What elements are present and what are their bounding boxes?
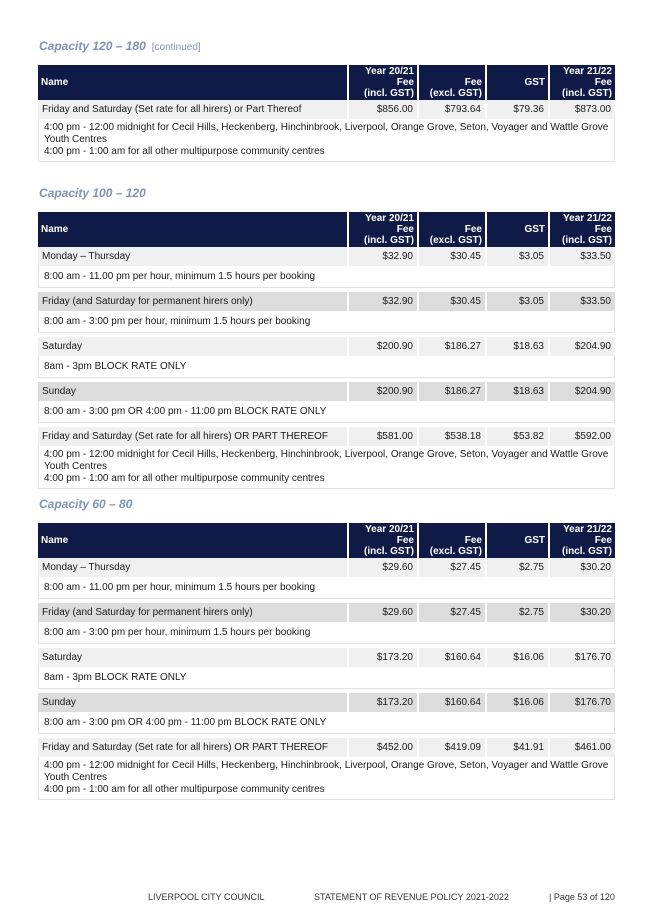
note-line: 4:00 pm - 1:00 am for all other multipurpose community centres (44, 473, 325, 484)
note-row (38, 577, 615, 599)
section-title-120-180 (39, 39, 201, 53)
gst-amount: $3.05 (485, 292, 548, 311)
fee-name: Friday and Saturday (Set rate for all hirers) OR PART THEREOF (38, 427, 347, 446)
table-header-row (38, 212, 615, 247)
note-line: 4:00 pm - 1:00 am for all other multipurpose community centres (44, 784, 325, 795)
note-line: 8:00 am - 3:00 pm OR 4:00 pm - 11:00 pm BLOCK RATE ONLY (44, 405, 327, 417)
fee-excl-gst: $30.45 (417, 292, 485, 311)
fee-table-60-80 (38, 523, 615, 800)
header-name: Name (38, 212, 347, 247)
fee-note (38, 622, 615, 644)
gst-amount: $53.82 (485, 427, 548, 446)
fee-excl-gst: $186.27 (417, 337, 485, 356)
table-header-row (38, 65, 615, 100)
fee-name: Monday – Thursday (38, 247, 347, 266)
fee-2122-incl: $461.00 (548, 738, 615, 757)
fee-2021-incl: $200.90 (347, 337, 417, 356)
fee-excl-gst: $538.18 (417, 427, 485, 446)
header-fee-2021: Year 20/21 Fee (incl. GST) (347, 65, 417, 100)
table-row (38, 337, 615, 356)
fee-excl-gst: $186.27 (417, 382, 485, 401)
header-fee-excl: Fee (excl. GST) (417, 523, 485, 558)
table-row (38, 603, 615, 622)
fee-name: Sunday (38, 382, 347, 401)
table-row (38, 738, 615, 757)
fee-name: Friday (and Saturday for permanent hirers only) (38, 292, 347, 311)
fee-name: Sunday (38, 693, 347, 712)
continued-label: [continued] (151, 42, 201, 53)
fee-2021-incl: $29.60 (347, 558, 417, 577)
fee-excl-gst: $30.45 (417, 247, 485, 266)
table-row (38, 558, 615, 577)
fee-note (38, 401, 615, 423)
table-row (38, 382, 615, 401)
header-fee-2021: Year 20/21 Fee (incl. GST) (347, 523, 417, 558)
fee-excl-gst: $419.09 (417, 738, 485, 757)
fee-table-100-120 (38, 212, 615, 489)
header-gst: GST (485, 523, 548, 558)
gst-amount: $2.75 (485, 558, 548, 577)
fee-name: Friday and Saturday (Set rate for all hirers) or Part Thereof (38, 100, 347, 119)
fee-2021-incl: $173.20 (347, 693, 417, 712)
note-row (38, 667, 615, 689)
footer-doc-title: STATEMENT OF REVENUE POLICY 2021-2022 (314, 892, 509, 902)
fee-2122-incl: $33.50 (548, 247, 615, 266)
fee-excl-gst: $793.64 (417, 100, 485, 119)
fee-note (38, 667, 615, 689)
section-title-text: Capacity 60 – 80 (39, 497, 133, 511)
note-row (38, 356, 615, 378)
fee-2021-incl: $32.90 (347, 247, 417, 266)
header-fee-excl: Fee (excl. GST) (417, 212, 485, 247)
header-gst: GST (485, 212, 548, 247)
gst-amount: $79.36 (485, 100, 548, 119)
fee-note (38, 266, 615, 288)
fee-note (38, 712, 615, 734)
note-line: 8:00 am - 3:00 pm per hour, minimum 1.5 hours per booking (44, 315, 311, 327)
table-row (38, 247, 615, 266)
table-row (38, 427, 615, 446)
gst-amount: $3.05 (485, 247, 548, 266)
note-row (38, 712, 615, 734)
section-title-100-120 (39, 186, 146, 200)
fee-2122-incl: $33.50 (548, 292, 615, 311)
fee-name: Monday – Thursday (38, 558, 347, 577)
fee-2122-incl: $204.90 (548, 382, 615, 401)
note-line: 4:00 pm - 12:00 midnight for Cecil Hills, Heckenberg, Hinchinbrook, Liverpool, Orange Grove, Seton, Voyager and Wattle Grove Youth Centres (44, 449, 609, 472)
fee-2021-incl: $29.60 (347, 603, 417, 622)
note-line: 4:00 pm - 1:00 am for all other multipurpose community centres (44, 146, 325, 157)
fee-2021-incl: $173.20 (347, 648, 417, 667)
note-row (38, 446, 615, 489)
note-row (38, 311, 615, 333)
fee-excl-gst: $27.45 (417, 603, 485, 622)
fee-excl-gst: $160.64 (417, 693, 485, 712)
fee-note (38, 446, 615, 489)
note-line: 8:00 am - 11.00 pm per hour, minimum 1.5 hours per booking (44, 270, 316, 282)
fee-note (38, 119, 615, 162)
note-row (38, 401, 615, 423)
section-title-text: Capacity 100 – 120 (39, 186, 146, 200)
note-row (38, 119, 615, 162)
header-fee-excl: Fee (excl. GST) (417, 65, 485, 100)
note-row (38, 266, 615, 288)
fee-2122-incl: $873.00 (548, 100, 615, 119)
fee-name: Saturday (38, 337, 347, 356)
note-line: 8am - 3pm BLOCK RATE ONLY (44, 671, 187, 683)
fee-2122-incl: $30.20 (548, 558, 615, 577)
fee-table-120-180 (38, 65, 615, 162)
fee-2122-incl: $204.90 (548, 337, 615, 356)
table-row (38, 292, 615, 311)
header-fee-2122: Year 21/22 Fee (incl. GST) (548, 523, 615, 558)
fee-2122-incl: $176.70 (548, 648, 615, 667)
gst-amount: $2.75 (485, 603, 548, 622)
note-line: 8am - 3pm BLOCK RATE ONLY (44, 360, 187, 372)
fee-2122-incl: $176.70 (548, 693, 615, 712)
fee-note (38, 577, 615, 599)
header-fee-2122: Year 21/22 Fee (incl. GST) (548, 212, 615, 247)
gst-amount: $16.06 (485, 693, 548, 712)
fee-2021-incl: $856.00 (347, 100, 417, 119)
note-line: 8:00 am - 3:00 pm per hour, minimum 1.5 hours per booking (44, 626, 311, 638)
fee-2021-incl: $452.00 (347, 738, 417, 757)
header-name: Name (38, 65, 347, 100)
gst-amount: $18.63 (485, 382, 548, 401)
note-line: 8:00 am - 11.00 pm per hour, minimum 1.5 hours per booking (44, 581, 316, 593)
gst-amount: $18.63 (485, 337, 548, 356)
table-row (38, 100, 615, 119)
gst-amount: $41.91 (485, 738, 548, 757)
table-row (38, 648, 615, 667)
fee-excl-gst: $27.45 (417, 558, 485, 577)
note-line: 4:00 pm - 12:00 midnight for Cecil Hills, Heckenberg, Hinchinbrook, Liverpool, Orange Grove, Seton, Voyager and Wattle Grove Youth Centres (44, 122, 609, 145)
note-line: 4:00 pm - 12:00 midnight for Cecil Hills, Heckenberg, Hinchinbrook, Liverpool, Orange Grove, Seton, Voyager and Wattle Grove Youth Centres (44, 760, 609, 783)
section-title-60-80 (39, 497, 132, 511)
gst-amount: $16.06 (485, 648, 548, 667)
section-title-text: Capacity 120 – 180 (39, 39, 146, 53)
fee-name: Friday and Saturday (Set rate for all hirers) OR PART THEREOF (38, 738, 347, 757)
header-name: Name (38, 523, 347, 558)
header-gst: GST (485, 65, 548, 100)
fee-note (38, 356, 615, 378)
fee-note (38, 757, 615, 800)
footer-page-number: | Page 53 of 120 (549, 892, 615, 902)
footer-org: LIVERPOOL CITY COUNCIL (148, 892, 265, 902)
fee-excl-gst: $160.64 (417, 648, 485, 667)
note-line: 8:00 am - 3:00 pm OR 4:00 pm - 11:00 pm BLOCK RATE ONLY (44, 716, 327, 728)
fee-2021-incl: $200.90 (347, 382, 417, 401)
table-row (38, 693, 615, 712)
fee-name: Saturday (38, 648, 347, 667)
note-row (38, 757, 615, 800)
header-fee-2122: Year 21/22 Fee (incl. GST) (548, 65, 615, 100)
header-fee-2021: Year 20/21 Fee (incl. GST) (347, 212, 417, 247)
fee-name: Friday (and Saturday for permanent hirers only) (38, 603, 347, 622)
table-header-row (38, 523, 615, 558)
fee-2021-incl: $581.00 (347, 427, 417, 446)
fee-2122-incl: $30.20 (548, 603, 615, 622)
fee-2021-incl: $32.90 (347, 292, 417, 311)
note-row (38, 622, 615, 644)
fee-2122-incl: $592.00 (548, 427, 615, 446)
fee-note (38, 311, 615, 333)
